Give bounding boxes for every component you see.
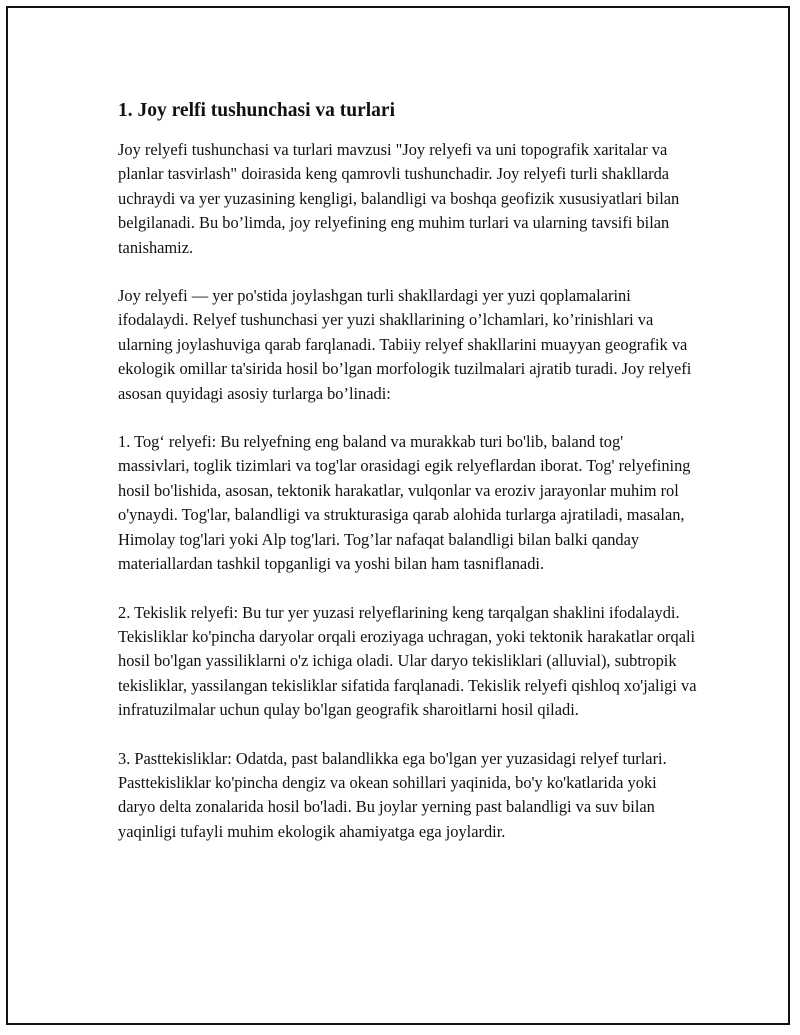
section-heading: 1. Joy relfi tushunchasi va turlari: [118, 100, 395, 121]
paragraph-definition: Joy relyefi — yer po'stida joylashgan turli shakllardagi yer yuzi qoplamalarini ifodalaydi. Relyef tushunchasi yer yuzi shakllarining o’lchamlari, ko’rinishlari va ularning joylashuviga qarab farqlanadi. Tabiiy relyef shakllarini muayyan geografik va ekologik omillar ta'sirida hosil bo’lgan morfologik tuzilmalari ajratib turadi. Joy relyefi asosan quyidagi asosiy turlarga bo’linadi:: [118, 286, 692, 403]
page-frame: [6, 6, 790, 1025]
paragraph-mountain-relief: 1. Tog‘ relyefi: Bu relyefning eng baland va murakkab turi bo'lib, baland tog' massivlari, toglik tizimlari va tog'lar orasidagi egik relyeflardan iborat. Tog' relyefining hosil bo'lishida, asosan, tektonik harakatlar, vulqonlar va eroziv jarayonlar muhim rol o'ynaydi. Tog'lar, balandligi va strukturasiga qarab alohida turlarga ajratiladi, masalan, Himolay tog'lari yoki Alp tog'lari. Tog’lar nafaqat balandligi bilan balki qanday materiallardan tashkil topganligi va yoshi bilan ham tasniflanadi.: [118, 432, 691, 574]
paragraph-plain-relief: 2. Tekislik relyefi: Bu tur yer yuzasi relyeflarining keng tarqalgan shaklini ifodalaydi. Tekisliklar ko'pincha daryolar orqali eroziyaga uchragan, yoki tektonik harakatlar orqali hosil bo'lgan yassiliklarni o'z ichiga oladi. Ular daryo tekisliklari (alluvial), subtropik tekisliklar, yassilangan tekisliklar sifatida farqlanadi. Tekislik relyefi qishloq xo'jaligi va infratuzilmalar uchun qulay bo'lgan geografik sharoitlarni hosil qiladi.: [118, 602, 697, 720]
document-body: [118, 98, 698, 868]
paragraph-intro: Joy relyefi tushunchasi va turlari mavzusi "Joy relyefi va uni topografik xaritalar va planlar tasvirlash" doirasida keng qamrovli tushunchadir. Joy relyefi turli shakllarda uchraydi va yer yuzasining kengligi, balandligi va boshqa geofizik xususiyatlari bilan belgilanadi. Bu bo’limda, joy relyefining eng muhim turlari va ularning tavsifi bilan tanishamiz.: [118, 140, 680, 257]
paragraph-lowlands: 3. Pasttekisliklar: Odatda, past balandlikka ega bo'lgan yer yuzasidagi relyef turlari. Pasttekisliklar ko'pincha dengiz va okean sohillari yaqinida, bo'y ko'katlarida yoki daryo delta zonalarida hosil bo'ladi. Bu joylar yerning past balandligi va suv bilan yaqinligi tufayli muhim ekologik ahamiyatga ega joylardir.: [118, 748, 667, 841]
